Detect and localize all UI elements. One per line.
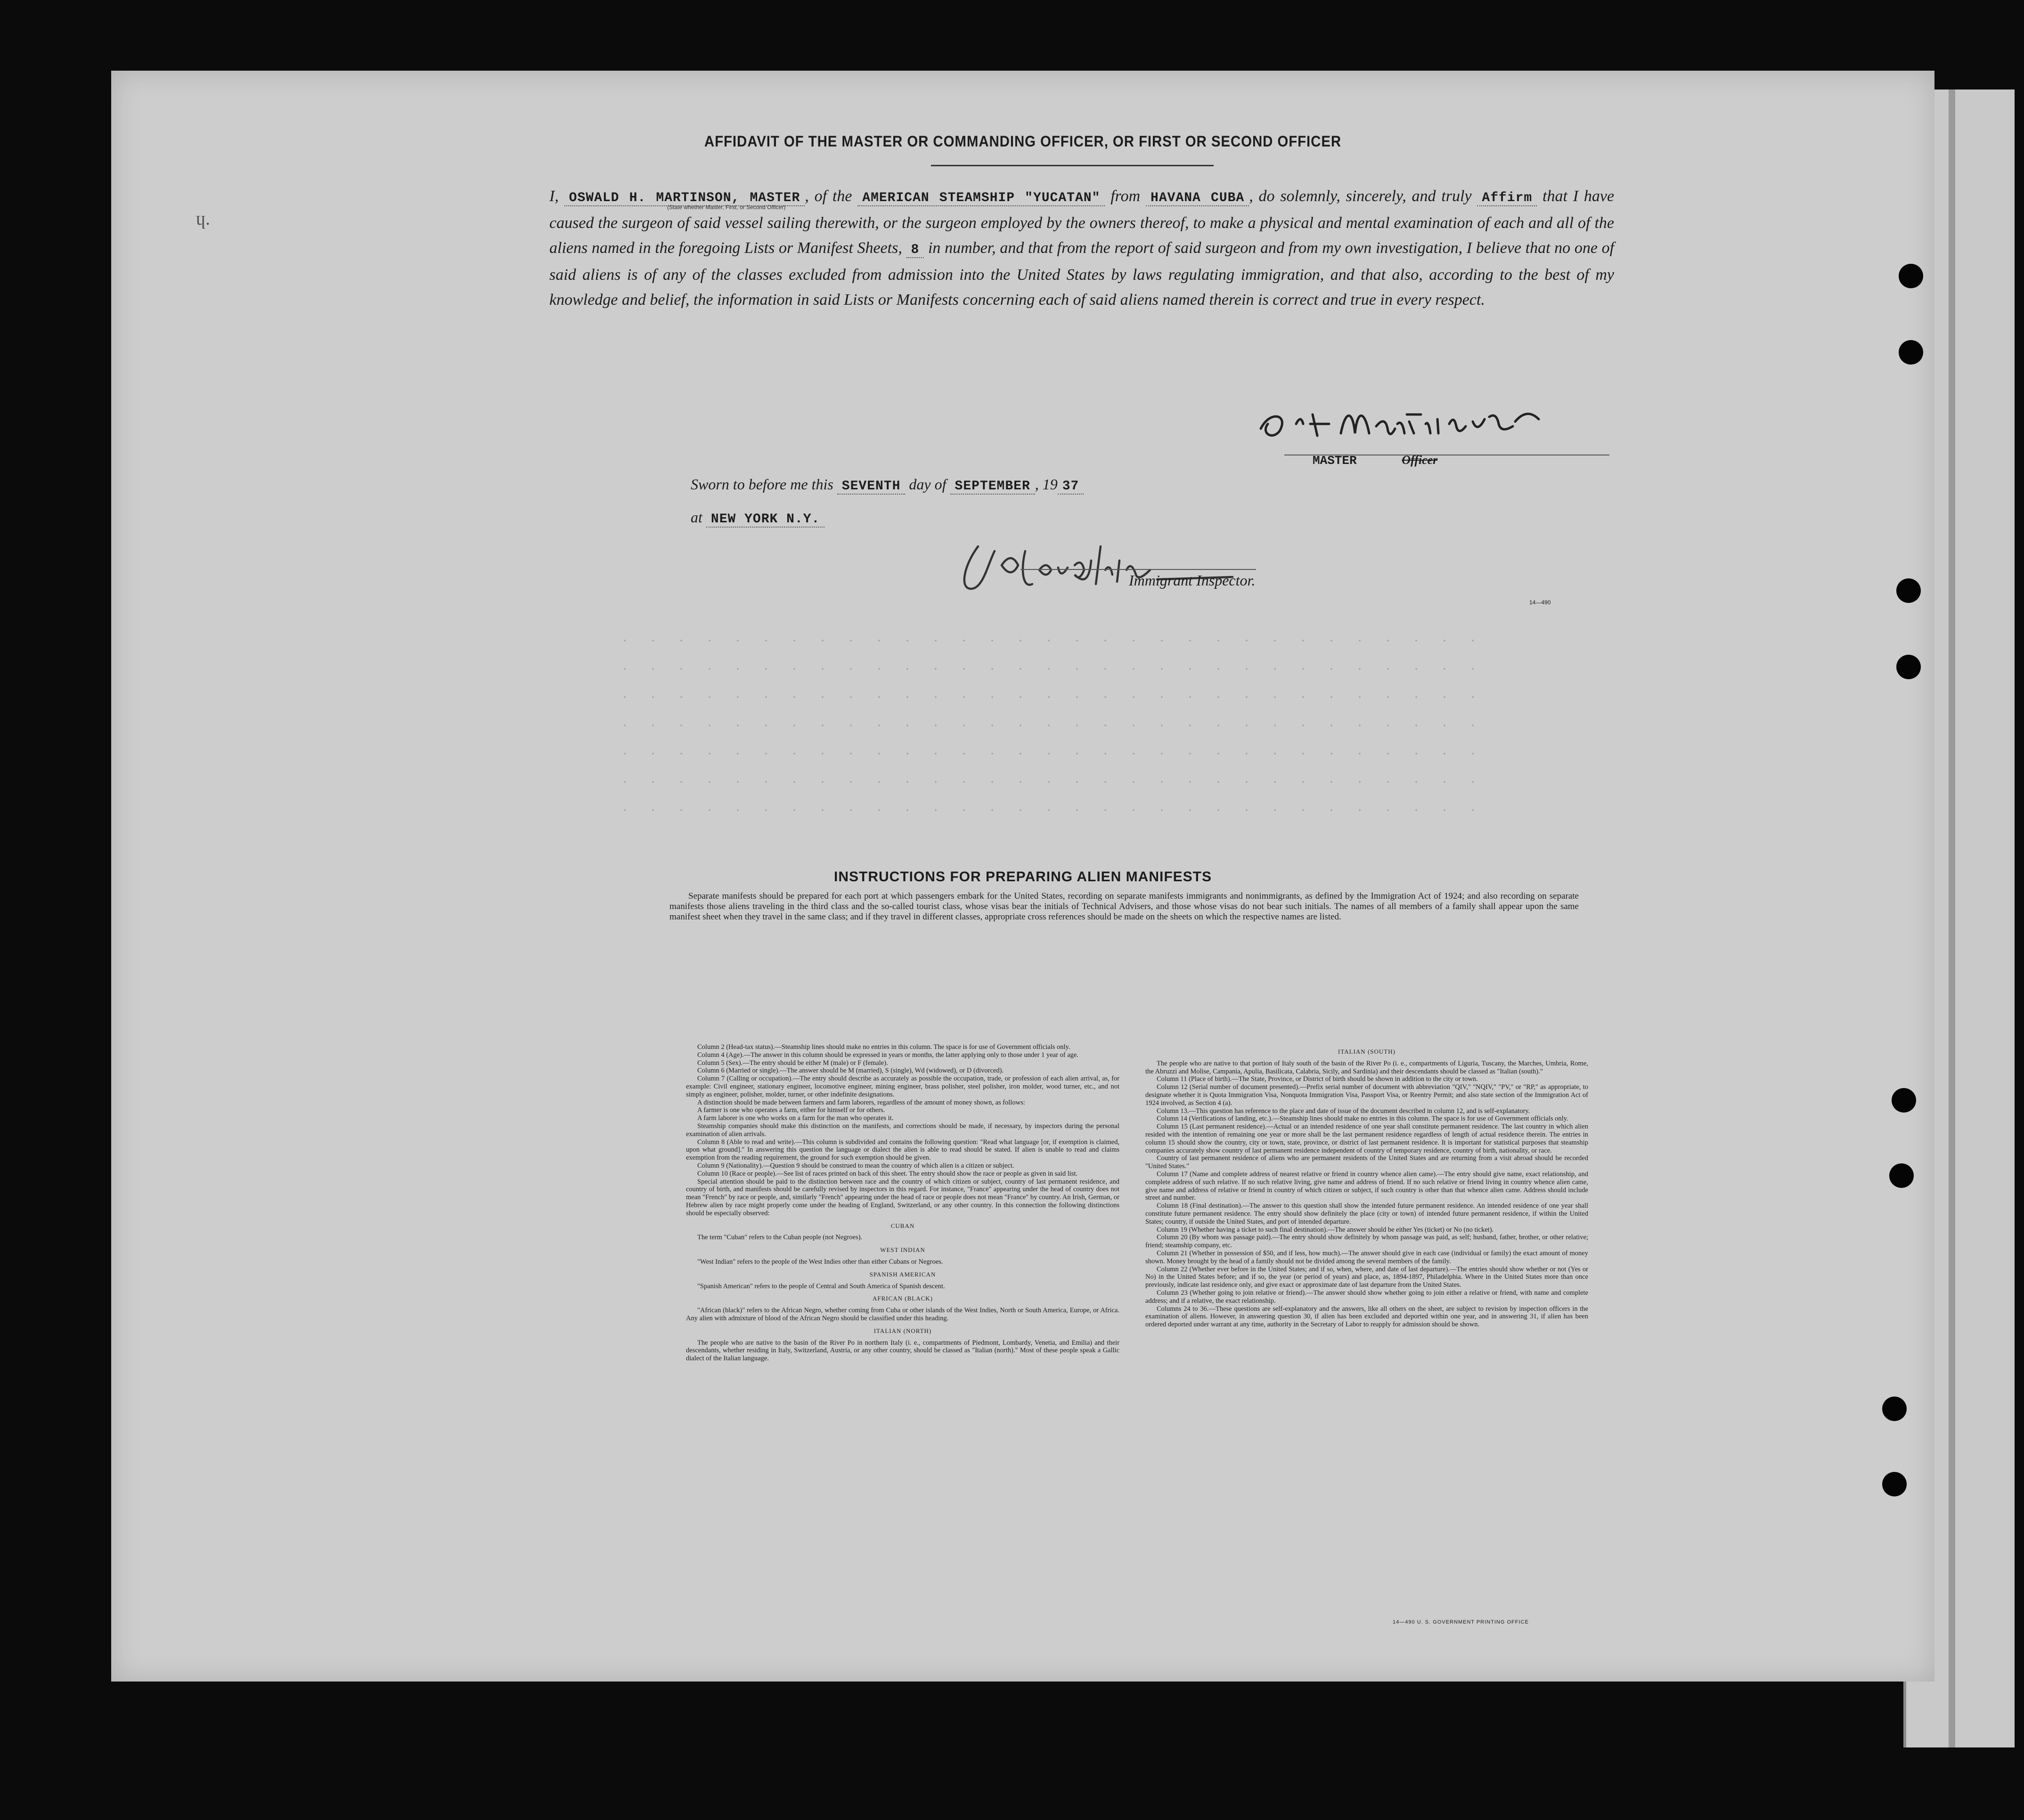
section-heading-spanish-american: SPANISH AMERICAN bbox=[869, 1270, 936, 1278]
printing-office-footer: 14—490 U. S. GOVERNMENT PRINTING OFFICE bbox=[1393, 1619, 1529, 1625]
officer-struck: Officer bbox=[1402, 453, 1438, 467]
punch-hole bbox=[1896, 578, 1921, 603]
affidavit-title: AFFIDAVIT OF THE MASTER OR COMMANDING OFFICER, OR FIRST OR SECOND OFFICER bbox=[704, 133, 1342, 150]
instruction-paragraph: Column 9 (Nationality).—Question 9 should be construed to mean the country of which alien is a citizen or subject. bbox=[697, 1162, 1014, 1170]
master-name-field: OSWALD H. MARTINSON, MASTER bbox=[564, 191, 805, 206]
inspector-label: Immigrant Inspector. bbox=[1129, 572, 1256, 589]
punch-hole bbox=[1899, 340, 1923, 365]
master-title-text: MASTER bbox=[1313, 454, 1357, 468]
instruction-paragraph: Column 15 (Last permanent residence).—Actual or an intended residence of one year shall constitute permanent residence. The last country in which alien resided with the intention of remaining one year or more shall be the last permanent residence regardless of length of actual residence therein. The entries in column 15 should show the country, city or town, state, province, or district of last permanent residence. It is important for statistical purposes that steamship companies accurately show country of last permanent residence independent of country of temporary residence, country of birth, nationality, or race. bbox=[1145, 1123, 1588, 1154]
instruction-paragraph: Column 19 (Whether having a ticket to such final destination).—The answer should be either Yes (ticket) or No (no ticket). bbox=[1157, 1226, 1494, 1234]
instruction-paragraph: Steamship companies should make this distinction on the manifests, and corrections should be made, if necessary, by inspectors during the personal examination of alien arrivals. bbox=[686, 1122, 1119, 1138]
place-field: NEW YORK N.Y. bbox=[706, 512, 824, 528]
instruction-paragraph: Column 13.—This question has reference to the place and date of issue of the document described in column 12, and is self-explanatory. bbox=[1157, 1107, 1530, 1115]
instruction-paragraph: Column 10 (Race or people).—See list of races printed on back of this sheet. The entry should show the race or people as given in said list. bbox=[697, 1170, 1078, 1178]
punch-hole bbox=[1882, 1472, 1907, 1496]
instructions-intro: Separate manifests should be prepared for each port at which passengers embark for the United States, recording on separate manifests immigrants and nonimmigrants, as defined by the Immigration Act of 1924; and also recording on separate manifests those aliens traveling in the third class and the so-called tourist class, whose visas bear the initials of Technical Advisers, and those whose visas do not bear such initials. The names of all members of a family shall appear upon the same manifest sheet when they travel in the same class; and if they travel in different classes, appropriate cross references should be made on the sheets on which the respective names are listed. bbox=[669, 891, 1579, 922]
title-rule bbox=[931, 165, 1214, 166]
instruction-paragraph: Column 22 (Whether ever before in the United States; and if so, when, where, and date of last departure).—The entries should show whether or not (Yes or No) in the United States before; and if so, the year (or period of years) and place, as, 1894-1897, Philadelphia. Where in the United States more than once previously, indicate last residence only, and give exact or approximate date of last departure from the United States. bbox=[1145, 1265, 1588, 1289]
instruction-paragraph: The term "Cuban" refers to the Cuban people (not Negroes). bbox=[697, 1234, 863, 1242]
instruction-paragraph: Column 8 (Able to read and write).—This column is subdivided and contains the following question: "Read what language [or, if exemption is claimed, upon what ground]." In answering this question the language or dialect the alien is able to read should be stated. If alien is unable to read and claims exemption from the reading requirement, the ground for such exemption should be given. bbox=[686, 1138, 1119, 1162]
instruction-paragraph: A farmer is one who operates a farm, either for himself or for others. bbox=[697, 1106, 885, 1114]
port-field: HAVANA CUBA bbox=[1146, 191, 1249, 206]
text-from: from bbox=[1110, 187, 1141, 205]
sworn-year-field: 37 bbox=[1058, 479, 1084, 495]
instruction-paragraph: Column 6 (Married or single).—The answer should be M (married), S (single), Wd (widowed), or D (divorced). bbox=[697, 1067, 1004, 1075]
instruction-paragraph: Column 11 (Place of birth).—The State, Province, or District of birth should be shown in addition to the city or town. bbox=[1157, 1075, 1478, 1083]
instruction-paragraph: Column 7 (Calling or occupation).—The entry should describe as accurately as possible the occupation, trade, or profession of each alien arrival, as, for example: Civil engineer, stationary engineer, locomotive engineer, mining engineer, brass polisher, steel polisher, iron molder, wood turner, etc., and not simply as engineer, polisher, molder, turner, or other indefinite designations. bbox=[686, 1075, 1119, 1098]
instruction-paragraph: Column 23 (Whether going to join relative or friend).—The answer should show whether going to join either a relative or friend, with name and complete address; and if a relative, the exact relationship. bbox=[1145, 1289, 1588, 1305]
instruction-paragraph: "African (black)" refers to the African Negro, whether coming from Cuba or other islands of the West Indies, North or South America, Europe, or Africa. Any alien with admixture of blood of the African Negro should be classified under this heading. bbox=[686, 1307, 1119, 1322]
master-signature bbox=[1251, 396, 1553, 447]
instructions-right-column bbox=[1145, 1043, 1588, 1329]
section-heading-cuban: CUBAN bbox=[890, 1222, 915, 1229]
instruction-paragraph: Country of last permanent residence of aliens who are permanent residents of the United States and are returning from a visit abroad should be recorded "United States." bbox=[1145, 1154, 1588, 1170]
instruction-paragraph: The people who are native to the basin of the River Po in northern Italy (i. e., compartments of Piedmont, Lombardy, Venetia, and Emilia) and their descendants, whether residing in Italy, Switzerland, Austria, or any other country, should be classed as "Italian (north)." Most of these people speak a Gallic dialect of the Italian language. bbox=[686, 1339, 1119, 1363]
punch-hole bbox=[1896, 655, 1921, 679]
instruction-paragraph: "Spanish American" refers to the people of Central and South America of Spanish descent. bbox=[697, 1282, 945, 1290]
vessel-field: AMERICAN STEAMSHIP "YUCATAN" bbox=[857, 191, 1105, 206]
instruction-paragraph: A farm laborer is one who works on a farm for the man who operates it. bbox=[697, 1114, 894, 1122]
page-mark: ɥ. bbox=[196, 208, 210, 229]
text-body-1: that I have caused the surgeon of said vessel sailing therewith, or the surgeon employed by the owners thereof, to make a physical and mental examination of each and all of the aliens named in the foregoing Lists or Manifest Sheets, bbox=[549, 187, 1615, 257]
instruction-paragraph: A distinction should be made between farmers and farm laborers, regardless of the amount of money shown, as follows: bbox=[697, 1098, 1025, 1106]
instruction-paragraph: Column 17 (Name and complete address of nearest relative or friend in country whence alien came).—The entry should give name, exact relationship, and complete address of such relative. If no such relative living, give name and address of friend. If no such relative or friend living in country whence alien came, give name and address of relative or friend in country of which citizen or subject, if such country is other than that whence alien came. Address should include street and number. bbox=[1145, 1170, 1588, 1202]
text-do: , do solemnly, sincerely, and truly bbox=[1249, 187, 1472, 205]
instruction-paragraph: Column 12 (Serial number of document presented).—Prefix serial number of document with abbreviation "QIV," "NQIV," "PV," or "RP," as appropriate, to designate whether it is Quota Immigration Visa, Nonquota Immigration Visa, Passport Visa, or Reentry Permit; and also state section of the Immigration Act of 1924 involved, as Section 4 (a). bbox=[1145, 1083, 1588, 1107]
instruction-paragraph: The people who are native to that portion of Italy south of the basin of the River Po (i. e., compartments of Liguria, Tuscany, the Marches, Umbria, Rome, the Abruzzi and Molise, Campania, Apulia, Basilicata, Calabria, Sicily, and Sardinia) and their descendants should be classed as "Italian (south)." bbox=[1145, 1059, 1588, 1075]
section-heading-italian-north: ITALIAN (NORTH) bbox=[873, 1327, 932, 1334]
instruction-paragraph: Column 14 (Verifications of landing, etc.).—Steamship lines should make no entries in this column. The space is for use of Government officials only. bbox=[1157, 1115, 1568, 1123]
punch-hole bbox=[1899, 264, 1923, 288]
punch-hole bbox=[1882, 1397, 1907, 1421]
affidavit-text: I, OSWALD H. MARTINSON, MASTER , of the AMERICAN STEAMSHIP "YUCATAN" from HAVANA CUBA , do solemnly, sincerely, and truly Affirm that I have caused the surgeon of said vessel sailing therewith, or the surgeon employed by the owners thereof, to make a physical and mental examination of each and all of the aliens named in the foregoing Lists or Manifest Sheets, 8 in number, and that from the report of said surgeon and from my own investigation, I believe that no one of said aliens is of any of the classes excluded from admission into the United States by laws regulating immigration, and that also, according to the best of my knowledge and belief, the information in said Lists or Manifests concerning each of said aliens named therein is correct and true in every respect. bbox=[549, 187, 1615, 309]
punch-hole bbox=[1889, 1163, 1914, 1188]
section-heading-italian-south: ITALIAN (SOUTH) bbox=[1338, 1048, 1396, 1055]
inspector-signature-line bbox=[1020, 569, 1256, 570]
at-prefix: at bbox=[691, 509, 702, 526]
instruction-paragraph: Column 20 (By whom was passage paid).—The entry should show definitely by whom passage was paid, as self; husband, father, brother, or other relative; friend; steamship company, etc. bbox=[1145, 1234, 1588, 1250]
instruction-paragraph: Column 4 (Age).—The answer in this column should be expressed in years or months, the latter applying only to those under 1 year of age. bbox=[697, 1051, 1078, 1059]
text-body-2: in number, and that from the report of said surgeon and from my own investigation, I believe that no one of said aliens is of any of the classes excluded from admission into the United States by laws regulating immigration, and that also, according to the best of my knowledge and belief, the information in said Lists or Manifests concerning each of said aliens named therein is correct and true in every respect. bbox=[549, 239, 1615, 309]
master-title bbox=[1313, 453, 1437, 468]
sworn-year-prefix: , 19 bbox=[1035, 476, 1058, 493]
sworn-day-field: SEVENTH bbox=[837, 479, 906, 495]
manifest-page bbox=[111, 71, 1934, 1682]
punch-dot-pattern bbox=[611, 626, 1487, 824]
text-of-the: of the bbox=[814, 187, 852, 205]
form-number: 14—490 bbox=[1529, 599, 1551, 606]
officer-rank-note: (State whether Master, First, or Second Officer) bbox=[667, 204, 786, 211]
instruction-paragraph: Special attention should be paid to the distinction between race and the country of which citizen or subject, country of last permanent residence, and country of birth, and manifests should be carefully revised by inspectors in this regard. For instance, "France" appearing under the head of country does not mean "French" by race or people, and, similarly "French" appearing under the head of race or people does not mean "France" by country. An Irish, German, or Hebrew alien by race might properly come under the heading of England, Switzerland, or any other country. In this connection the following distinctions should be especially observed: bbox=[686, 1178, 1119, 1217]
sworn-line bbox=[691, 476, 1084, 494]
place-line bbox=[691, 509, 824, 527]
sworn-month-field: SEPTEMBER bbox=[950, 479, 1035, 495]
back-sheet-edge bbox=[1949, 89, 1955, 1747]
instruction-paragraph: Column 21 (Whether in possession of $50, and if less, how much).—The answer should give in each case (individual or family) the exact amount of money shown. Money brought by the head of a family should not be divided among the several members of the family. bbox=[1145, 1249, 1588, 1265]
punch-hole bbox=[1892, 1088, 1916, 1113]
instructions-left-column bbox=[686, 1043, 1119, 1363]
section-heading-african: AFRICAN (BLACK) bbox=[872, 1295, 933, 1302]
sworn-prefix: Sworn to before me this bbox=[691, 476, 833, 493]
instruction-paragraph: Column 5 (Sex).—The entry should be either M (male) or F (female). bbox=[697, 1059, 888, 1067]
instruction-paragraph: Column 18 (Final destination).—The answer to this question shall show the intended future permanent residence. An intended residence of one year shall constitute future permanent residence. The entry should show definitely the place (city or town) of intended future permanent residence, if within the United States; country, if outside the United States, and port of intended departure. bbox=[1145, 1202, 1588, 1226]
affirm-field: Affirm bbox=[1477, 191, 1537, 206]
sheet-count-field: 8 bbox=[906, 243, 924, 258]
instruction-paragraph: Column 2 (Head-tax status).—Steamship lines should make no entries in this column. The space is for use of Government officials only. bbox=[697, 1043, 1070, 1051]
instructions-title: INSTRUCTIONS FOR PREPARING ALIEN MANIFESTS bbox=[833, 869, 1212, 885]
sworn-day-of: day of bbox=[909, 476, 947, 493]
text-i: I, bbox=[549, 187, 559, 205]
instruction-paragraph: Columns 24 to 36.—These questions are self-explanatory and the answers, like all others on the sheet, are subject to revision by inspection officers in the examination of aliens. However, in answering question 30, if alien has been excluded and deported within one year, and in answering 31, if alien has been ordered deported under warrant at any time, authority in the Secretary of Labor to reapply for admission should be shown. bbox=[1145, 1305, 1588, 1329]
section-heading-west-indian: WEST INDIAN bbox=[880, 1246, 925, 1254]
instruction-paragraph: "West Indian" refers to the people of the West Indies other than either Cubans or Negroes. bbox=[697, 1258, 943, 1266]
